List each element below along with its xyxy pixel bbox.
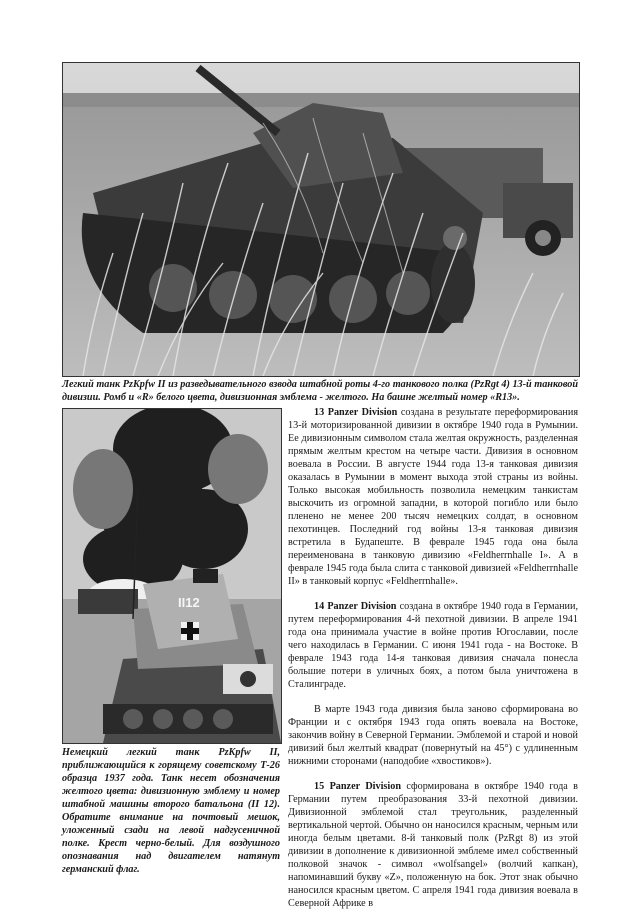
turret-number: II12: [178, 595, 200, 610]
heading-15-panzer: 15 Panzer Division: [314, 781, 401, 792]
body-13-panzer: создана в результате переформирования 13-й моторизированной дивизии в октябре 1940 года в Румынии. Ее дивизионным символом стала желтая окружность, разделенная прямым желтым крестом на четыре части. Дивизия в основном воевала в России. В августе 1944 года 13-я танковая дивизия оказалась в Румынии в момент выхода этой страны из войны. Только высокая мобильность позволила немецким танкистам выскочить из огромной западни, в которой погибло или было пленено не менее 200 тысяч немецких солдат, в основном пехотинцев. Последний год войны 13-я танковая дивизия встретила в Будапеште. В феврале 1945 года она была переименована в танковую дивизию «Feldherrnhalle I». А в феврале 1945 года была слита с танковой дивизией «Feldherrnhalle II» в танковый корпус «Feldherrnhalle».: [288, 407, 578, 587]
heading-13-panzer: 13 Panzer Division: [314, 407, 398, 418]
paragraph-13-panzer: [288, 406, 578, 588]
paragraph-14-panzer-cont: [288, 703, 578, 768]
photo-tank-burning: [62, 408, 282, 744]
body-14-panzer-cont: В марте 1943 года дивизия была заново сформирована во Франции и с октября 1943 года опять воевала на Востоке, закончив войну в Северной Германии. Эмблемой и старой и новой дивизий был желтый квадрат (повернутый на 45°) с удлиненным нижними сторонами (наподобие «хвостиков»).: [288, 704, 578, 767]
photo-tank-in-grass: [62, 62, 580, 377]
paragraph-14-panzer: [288, 600, 578, 691]
body-14-panzer: создана в октябре 1940 года в Германии, путем переформирования 4-й пехотной дивизии. В апреле 1941 года она принимала участие в войне против Югославии, после чего находилась в Германии. С июня 1941 года - на Востоке. В феврале 1943 года 14-я танковая дивизия сначала понесла большие потери в уличных боях, а потом была уничтожена в Сталинграде.: [288, 601, 578, 690]
tank-burning-illustration: [63, 409, 281, 743]
caption-left-photo: Немецкий легкий танк PzKpfw II, приближающийся к горящему советскому Т-26 образца 1937 года. Танк несет обозначения желтого цвета: дивизионную эмблему и номер штабной машины второго батальона (II 12). Обратите внимание на почтовый мешок, уложенный сзади на левой надгусеничной полке. Крест черно-белый. Для воздушного опознавания над двигателем натянут германский флаг.: [62, 747, 280, 875]
heading-14-panzer: 14 Panzer Division: [314, 601, 397, 612]
body-15-panzer: сформирована в октябре 1940 года в Германии путем преобразования 33-й пехотной дивизии. Дивизионной эмблемой стал треугольник, разделенный вертикальной чертой. Обычно он наносился красным, черным или иногда белым цветами. 8-й танковый полк (PzRgt 8) из этой дивизии в дополнение к дивизионной эмблеме имел собственный полковой значок - символ «wolfsangel» (волчий капкан), напоминавший букву «Z», положенную на бок. Этот знак обычно наносился красным цветом. С апреля 1941 года дивизия воевала в Северной Африке в: [288, 781, 578, 909]
caption-top-photo: Легкий танк PzKpfw II из разведывательного взвода штабной роты 4-го танкового полка (PzRgt 4) 13-й танковой дивизии. Ромб и «R» белого цвета, дивизионная эмблема - желтого. На башне желтый номер «R13».: [62, 379, 578, 403]
paragraph-15-panzer: [288, 780, 578, 910]
article-text-column: [288, 406, 578, 922]
tank-grass-illustration: [63, 63, 579, 376]
